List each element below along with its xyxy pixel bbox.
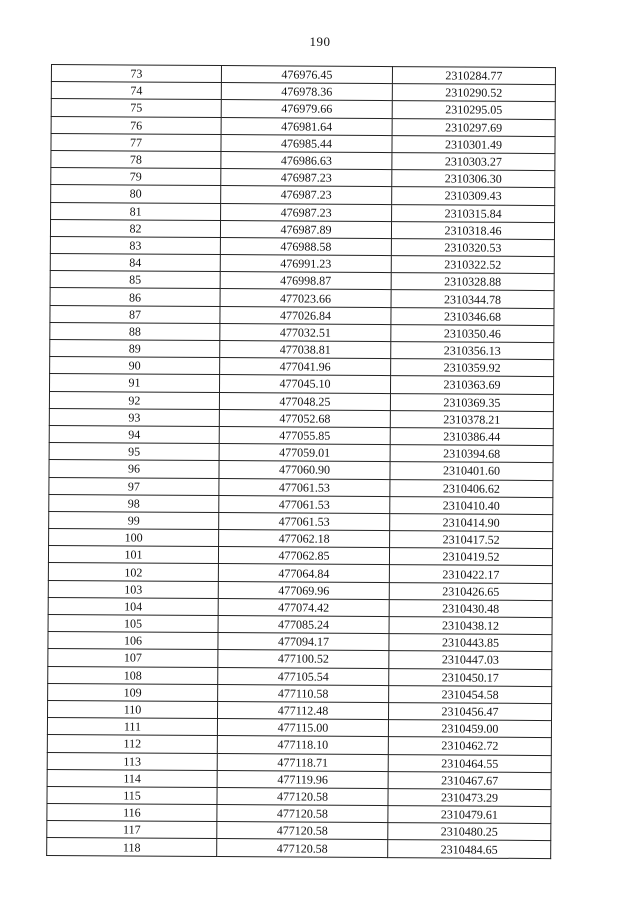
y-coordinate-cell: 2310363.69 [390,376,553,394]
x-coordinate-cell: 477120.58 [217,839,388,857]
x-coordinate-cell: 477061.53 [219,512,390,530]
y-coordinate-cell: 2310386.44 [390,428,553,446]
point-number-cell: 102 [48,563,218,581]
point-number-cell: 82 [50,219,220,237]
y-coordinate-cell: 2310459.00 [388,720,551,738]
x-coordinate-cell: 476985.44 [221,134,392,152]
point-number-cell: 98 [49,494,219,512]
y-coordinate-cell: 2310480.25 [388,823,551,841]
point-number-cell: 114 [47,769,217,787]
x-coordinate-cell: 477038.81 [220,341,391,359]
x-coordinate-cell: 477069.96 [218,581,389,599]
point-number-cell: 97 [49,477,219,495]
x-coordinate-cell: 477062.85 [218,547,389,565]
x-coordinate-cell: 477115.00 [217,719,388,737]
coordinates-table-body [47,65,556,859]
y-coordinate-cell: 2310284.77 [392,67,555,85]
x-coordinate-cell: 476987.89 [220,220,391,238]
point-number-cell: 83 [50,236,220,254]
y-coordinate-cell: 2310320.53 [391,238,554,256]
x-coordinate-cell: 476988.58 [220,237,391,255]
y-coordinate-cell: 2310356.13 [391,342,554,360]
y-coordinate-cell: 2310344.78 [391,290,554,308]
x-coordinate-cell: 477055.85 [219,426,390,444]
y-coordinate-cell: 2310318.46 [391,221,554,239]
x-coordinate-cell: 477112.48 [218,701,389,719]
y-coordinate-cell: 2310426.65 [389,582,552,600]
x-coordinate-cell: 477120.58 [217,787,388,805]
point-number-cell: 111 [47,718,217,736]
point-number-cell: 109 [48,683,218,701]
point-number-cell: 95 [49,443,219,461]
point-number-cell: 94 [49,425,219,443]
point-number-cell: 92 [49,391,219,409]
point-number-cell: 105 [48,614,218,632]
y-coordinate-cell: 2310350.46 [391,324,554,342]
y-coordinate-cell: 2310484.65 [388,840,551,858]
y-coordinate-cell: 2310422.17 [389,565,552,583]
x-coordinate-cell: 477023.66 [220,289,391,307]
y-coordinate-cell: 2310479.61 [388,806,551,824]
point-number-cell: 80 [51,185,221,203]
y-coordinate-cell: 2310447.03 [389,651,552,669]
point-number-cell: 84 [50,254,220,272]
x-coordinate-cell: 477064.84 [218,564,389,582]
y-coordinate-cell: 2310443.85 [389,634,552,652]
y-coordinate-cell: 2310303.27 [392,153,555,171]
point-number-cell: 112 [47,735,217,753]
y-coordinate-cell: 2310306.30 [392,170,555,188]
point-number-cell: 79 [51,168,221,186]
y-coordinate-cell: 2310295.05 [392,101,555,119]
y-coordinate-cell: 2310369.35 [390,393,553,411]
point-number-cell: 107 [48,649,218,667]
y-coordinate-cell: 2310464.55 [388,754,551,772]
point-number-cell: 87 [50,305,220,323]
x-coordinate-cell: 476987.23 [221,186,392,204]
y-coordinate-cell: 2310297.69 [392,118,555,136]
table-row [47,838,551,858]
y-coordinate-cell: 2310290.52 [392,84,555,102]
point-number-cell: 93 [49,408,219,426]
point-number-cell: 100 [49,529,219,547]
x-coordinate-cell: 477061.53 [219,478,390,496]
x-coordinate-cell: 477062.18 [219,530,390,548]
point-number-cell: 85 [50,271,220,289]
point-number-cell: 103 [48,580,218,598]
point-number-cell: 104 [48,597,218,615]
point-number-cell: 73 [51,65,221,83]
x-coordinate-cell: 477060.90 [219,461,390,479]
y-coordinate-cell: 2310378.21 [390,410,553,428]
x-coordinate-cell: 477059.01 [219,444,390,462]
point-number-cell: 91 [50,374,220,392]
point-number-cell: 106 [48,632,218,650]
x-coordinate-cell: 477061.53 [219,495,390,513]
y-coordinate-cell: 2310438.12 [389,617,552,635]
x-coordinate-cell: 477118.10 [217,736,388,754]
y-coordinate-cell: 2310467.67 [388,771,551,789]
point-number-cell: 101 [48,546,218,564]
x-coordinate-cell: 476991.23 [220,255,391,273]
point-number-cell: 90 [50,357,220,375]
x-coordinate-cell: 477120.58 [217,805,388,823]
point-number-cell: 89 [50,339,220,357]
point-number-cell: 76 [51,116,221,134]
point-number-cell: 81 [51,202,221,220]
y-coordinate-cell: 2310450.17 [389,668,552,686]
x-coordinate-cell: 477105.54 [218,667,389,685]
y-coordinate-cell: 2310328.88 [391,273,554,291]
x-coordinate-cell: 477074.42 [218,598,389,616]
point-number-cell: 99 [49,511,219,529]
point-number-cell: 74 [51,82,221,100]
y-coordinate-cell: 2310394.68 [390,445,553,463]
x-coordinate-cell: 476976.45 [221,66,392,84]
y-coordinate-cell: 2310322.52 [391,256,554,274]
x-coordinate-cell: 476978.36 [221,83,392,101]
page-number: 190 [309,34,331,49]
point-number-cell: 118 [47,838,217,856]
y-coordinate-cell: 2310414.90 [390,513,553,531]
x-coordinate-cell: 477026.84 [220,306,391,324]
x-coordinate-cell: 476986.63 [221,151,392,169]
y-coordinate-cell: 2310359.92 [391,359,554,377]
point-number-cell: 108 [48,666,218,684]
y-coordinate-cell: 2310406.62 [390,479,553,497]
y-coordinate-cell: 2310417.52 [390,531,553,549]
point-number-cell: 113 [47,752,217,770]
y-coordinate-cell: 2310346.68 [391,307,554,325]
y-coordinate-cell: 2310309.43 [392,187,555,205]
point-number-cell: 86 [50,288,220,306]
x-coordinate-cell: 477119.96 [217,770,388,788]
y-coordinate-cell: 2310401.60 [390,462,553,480]
y-coordinate-cell: 2310315.84 [392,204,555,222]
x-coordinate-cell: 477118.71 [217,753,388,771]
x-coordinate-cell: 477085.24 [218,616,389,634]
x-coordinate-cell: 477100.52 [218,650,389,668]
coordinates-table [46,64,556,859]
x-coordinate-cell: 477052.68 [219,409,390,427]
y-coordinate-cell: 2310301.49 [392,135,555,153]
point-number-cell: 75 [51,99,221,117]
point-number-cell: 78 [51,150,221,168]
point-number-cell: 115 [47,786,217,804]
x-coordinate-cell: 476987.23 [221,203,392,221]
x-coordinate-cell: 477048.25 [219,392,390,410]
point-number-cell: 88 [50,322,220,340]
x-coordinate-cell: 476987.23 [221,169,392,187]
point-number-cell: 116 [47,804,217,822]
point-number-cell: 96 [49,460,219,478]
y-coordinate-cell: 2310419.52 [389,548,552,566]
y-coordinate-cell: 2310473.29 [388,788,551,806]
y-coordinate-cell: 2310462.72 [388,737,551,755]
coordinates-table-container [46,64,555,859]
x-coordinate-cell: 476998.87 [220,272,391,290]
x-coordinate-cell: 477032.51 [220,323,391,341]
x-coordinate-cell: 477094.17 [218,633,389,651]
x-coordinate-cell: 477045.10 [219,375,390,393]
point-number-cell: 117 [47,821,217,839]
x-coordinate-cell: 477110.58 [218,684,389,702]
y-coordinate-cell: 2310456.47 [389,703,552,721]
y-coordinate-cell: 2310454.58 [389,685,552,703]
x-coordinate-cell: 476979.66 [221,100,392,118]
point-number-cell: 77 [51,133,221,151]
x-coordinate-cell: 477120.58 [217,822,388,840]
point-number-cell: 110 [48,700,218,718]
y-coordinate-cell: 2310430.48 [389,599,552,617]
x-coordinate-cell: 476981.64 [221,117,392,135]
x-coordinate-cell: 477041.96 [220,358,391,376]
y-coordinate-cell: 2310410.40 [390,496,553,514]
